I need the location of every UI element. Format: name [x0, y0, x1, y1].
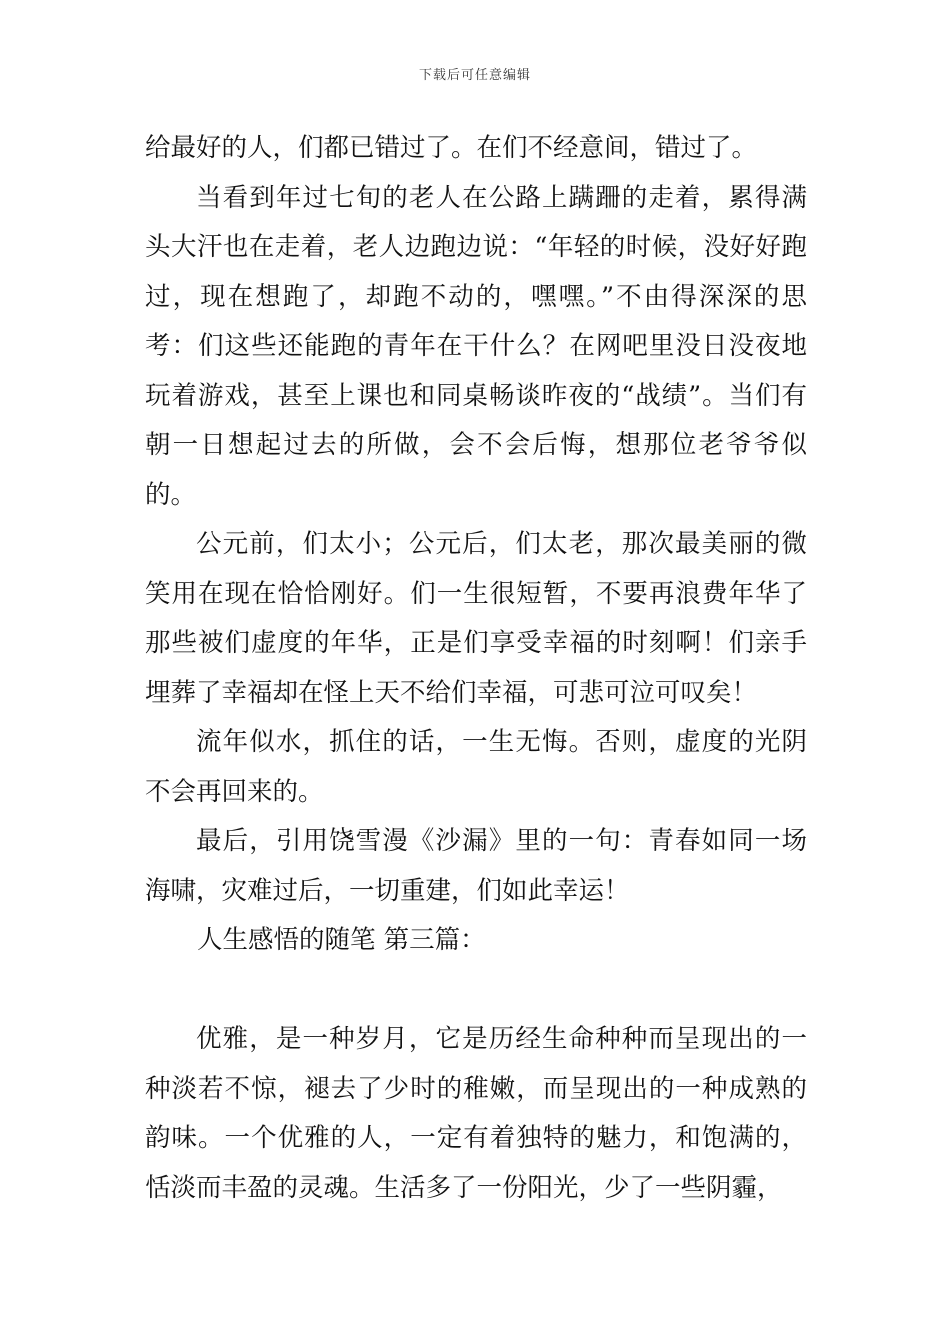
paragraph-old-man: 当看到年过七旬的老人在公路上蹒跚的走着，累得满头大汗也在走着，老人边跑边说：“年轻的时候，没好好跑过，现在想跑了，却跑不动的，嘿嘿。”不由得深深的思考：们这些还能跑的青年在干什么？在网吧里没日没夜地玩着游戏，甚至上课也和同桌畅谈昨夜的“战绩”。当们有朝一日想起过去的所做，会不会后悔，想那位老爷爷似的。 [145, 182, 807, 510]
paragraph-quote: 最后，引用饶雪漫《沙漏》里的一句：青春如同一场海啸，灾难过后，一切重建，们如此幸运！ [145, 826, 807, 906]
page-header: 下载后可任意编辑 [418, 68, 531, 83]
section-heading: 人生感悟的随笔 第三篇： [197, 925, 486, 955]
paragraph-youth-time: 公元前，们太小；公元后，们太老，那次最美丽的微笑用在现在恰恰刚好。们一生很短暂，不要再浪费年华了那些被们虚度的年华，正是们享受幸福的时刻啊！们亲手埋葬了幸福却在怪上天不给们幸福，可悲可泣可叹矣！ [145, 529, 807, 708]
paragraph-continuation: 给最好的人，们都已错过了。在们不经意间，错过了。 [145, 133, 758, 163]
section-spacer [145, 966, 807, 1016]
paragraph-elegance: 优雅，是一种岁月，它是历经生命种种而呈现出的一种淡若不惊，褪去了少时的稚嫩，而呈现出的一种成熟的韵味。一个优雅的人，一定有着独特的魅力，和饱满的，恬淡而丰盈的灵魂。生活多了一份阳光，少了一些阴霾， [145, 1024, 807, 1203]
paragraph-flowing-years: 流年似水，抓住的话，一生无悔。否则，虚度的光阴不会再回来的。 [145, 727, 807, 807]
document-body [145, 124, 807, 1213]
